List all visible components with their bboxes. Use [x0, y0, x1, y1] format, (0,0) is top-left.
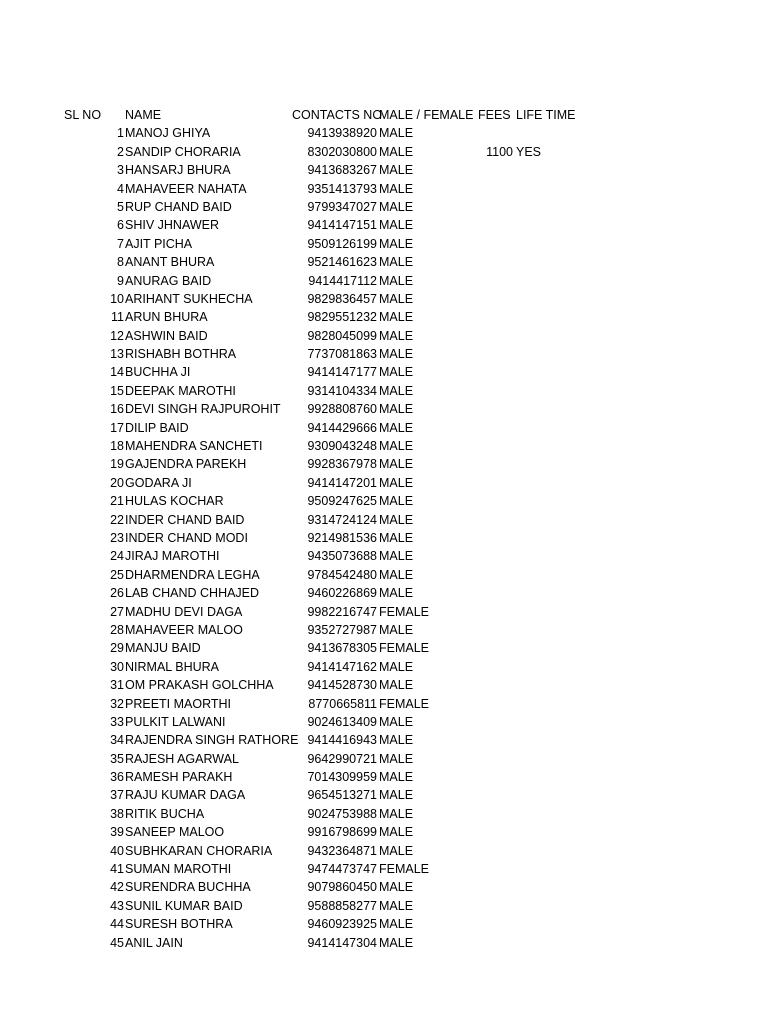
contact-cell: 9351413793 [307, 181, 377, 196]
contact-cell: 9079860450 [307, 880, 377, 895]
table-row [0, 547, 768, 565]
table-row [0, 713, 768, 731]
sl-cell: 6 [117, 218, 124, 233]
gender-cell: MALE [379, 659, 414, 674]
contact-cell: 9460226869 [307, 586, 377, 601]
contact-cell: 9432364871 [307, 843, 377, 858]
sl-cell: 16 [110, 402, 124, 417]
table-row [0, 603, 768, 621]
sl-cell: 7 [117, 236, 124, 251]
name-cell: ANANT BHURA [125, 255, 215, 270]
name-cell: GODARA JI [125, 475, 192, 490]
table-row [0, 198, 768, 216]
table-row [0, 621, 768, 639]
contact-cell: 9414147201 [307, 475, 377, 490]
table-row [0, 768, 768, 786]
name-cell: DHARMENDRA LEGHA [125, 567, 260, 582]
gender-cell: MALE [379, 126, 414, 141]
sl-cell: 1 [117, 126, 124, 141]
name-cell: INDER CHAND BAID [125, 512, 245, 527]
table-row [0, 786, 768, 804]
contact-cell: 9414429666 [307, 420, 377, 435]
gender-cell: MALE [379, 549, 414, 564]
header-sl-no: SL NO [64, 108, 102, 122]
name-cell: DILIP BAID [125, 420, 189, 435]
sl-cell: 26 [110, 586, 124, 601]
contact-cell: 9414147162 [307, 659, 377, 674]
contact-cell: 9654513271 [307, 788, 377, 803]
name-cell: ARUN BHURA [125, 310, 208, 325]
table-row [0, 143, 768, 161]
table-row [0, 566, 768, 584]
table-row [0, 272, 768, 290]
name-cell: AJIT PICHA [125, 236, 193, 251]
header-gender: MALE / FEMALE [379, 108, 474, 122]
contact-cell: 7014309959 [307, 770, 377, 785]
contact-cell: 9414147151 [307, 218, 377, 233]
contact-cell: 9435073688 [307, 549, 377, 564]
sl-cell: 25 [110, 567, 124, 582]
table-row [0, 915, 768, 933]
gender-cell: MALE [379, 530, 414, 545]
gender-cell: MALE [379, 236, 414, 251]
name-cell: OM PRAKASH GOLCHHA [125, 678, 274, 693]
header-fees: FEES [478, 108, 511, 122]
name-cell: RAJENDRA SINGH RATHORE [125, 733, 299, 748]
gender-cell: MALE [379, 291, 414, 306]
name-cell: SURESH BOTHRA [125, 917, 233, 932]
sl-cell: 21 [110, 494, 124, 509]
gender-cell: MALE [379, 439, 414, 454]
gender-cell: MALE [379, 402, 414, 417]
table-row [0, 455, 768, 473]
sl-cell: 11 [111, 310, 124, 325]
table-row [0, 750, 768, 768]
name-cell: SUMAN MAROTHI [125, 862, 232, 877]
table-row [0, 124, 768, 142]
name-cell: RISHABH BOTHRA [125, 347, 237, 362]
gender-cell: MALE [379, 365, 414, 380]
table-row [0, 216, 768, 234]
contact-cell: 9413938920 [307, 126, 377, 141]
name-cell: RAJU KUMAR DAGA [125, 788, 246, 803]
name-cell: MANJU BAID [125, 641, 201, 656]
table-row [0, 290, 768, 308]
gender-cell: MALE [379, 199, 414, 214]
gender-cell: MALE [379, 512, 414, 527]
contact-cell: 9460923925 [307, 917, 377, 932]
table-row [0, 878, 768, 896]
sl-cell: 41 [110, 862, 124, 877]
sl-cell: 33 [110, 714, 124, 729]
contact-cell: 8302030800 [307, 144, 377, 159]
table-row [0, 842, 768, 860]
gender-cell: MALE [379, 622, 414, 637]
sl-cell: 19 [110, 457, 124, 472]
table-row [0, 180, 768, 198]
sl-cell: 38 [110, 806, 124, 821]
gender-cell: MALE [379, 586, 414, 601]
sl-cell: 29 [110, 641, 124, 656]
sl-cell: 27 [110, 604, 124, 619]
header-life-time: LIFE TIME [516, 108, 576, 122]
sl-cell: 13 [110, 347, 124, 362]
contact-cell: 8770665811 [308, 696, 377, 711]
table-row [0, 897, 768, 915]
table-row [0, 400, 768, 418]
table-row [0, 363, 768, 381]
contact-cell: 9314724124 [307, 512, 377, 527]
contact-cell: 9982216747 [307, 604, 377, 619]
gender-cell: MALE [379, 328, 414, 343]
sl-cell: 14 [110, 365, 124, 380]
name-cell: ANIL JAIN [125, 935, 183, 950]
sl-cell: 32 [110, 696, 124, 711]
contact-cell: 9414417112 [308, 273, 377, 288]
name-cell: RAJESH AGARWAL [125, 751, 239, 766]
sl-cell: 44 [110, 917, 124, 932]
contact-cell: 9828045099 [307, 328, 377, 343]
sl-cell: 24 [110, 549, 124, 564]
name-cell: MADHU DEVI DAGA [125, 604, 243, 619]
gender-cell: MALE [379, 163, 414, 178]
gender-cell: MALE [379, 383, 414, 398]
name-cell: MAHAVEER MALOO [125, 622, 243, 637]
sl-cell: 40 [110, 843, 124, 858]
contact-cell: 9521461623 [307, 255, 377, 270]
sl-cell: 31 [110, 678, 124, 693]
gender-cell: FEMALE [379, 862, 430, 877]
sl-cell: 30 [110, 659, 124, 674]
contact-cell: 9309043248 [307, 439, 377, 454]
gender-cell: MALE [379, 475, 414, 490]
contact-cell: 9509247625 [307, 494, 377, 509]
contact-cell: 9352727987 [307, 622, 377, 637]
table-row [0, 419, 768, 437]
name-cell: DEVI SINGH RAJPUROHIT [125, 402, 281, 417]
table-row [0, 860, 768, 878]
table-row [0, 805, 768, 823]
sl-cell: 23 [110, 530, 124, 545]
contact-cell: 9784542480 [307, 567, 377, 582]
gender-cell: MALE [379, 567, 414, 582]
life-time-cell: YES [516, 144, 542, 159]
name-cell: SUBHKARAN CHORARIA [125, 843, 273, 858]
sl-cell: 5 [117, 199, 124, 214]
table-row [0, 529, 768, 547]
table-row [0, 676, 768, 694]
name-cell: ANURAG BAID [125, 273, 212, 288]
fees-cell: 1100 [486, 144, 513, 159]
gender-cell: MALE [379, 255, 414, 270]
gender-cell: MALE [379, 806, 414, 821]
table-row [0, 327, 768, 345]
name-cell: LAB CHAND CHHAJED [125, 586, 260, 601]
contact-cell: 9799347027 [307, 199, 377, 214]
table-row [0, 731, 768, 749]
gender-cell: MALE [379, 218, 414, 233]
name-cell: RAMESH PARAKH [125, 770, 233, 785]
gender-cell: MALE [379, 494, 414, 509]
sl-cell: 22 [110, 512, 124, 527]
sl-cell: 4 [117, 181, 124, 196]
sl-cell: 2 [117, 144, 124, 159]
header-contact: CONTACTS NO [292, 108, 383, 122]
name-cell: SURENDRA BUCHHA [125, 880, 251, 895]
name-cell: ASHWIN BAID [125, 328, 208, 343]
sl-cell: 15 [110, 383, 124, 398]
sl-cell: 35 [110, 751, 124, 766]
sl-cell: 12 [110, 328, 124, 343]
contact-cell: 9414528730 [307, 678, 377, 693]
gender-cell: MALE [379, 880, 414, 895]
table-row [0, 639, 768, 657]
gender-cell: MALE [379, 917, 414, 932]
name-cell: BUCHHA JI [125, 365, 191, 380]
table-row [0, 382, 768, 400]
name-cell: ARIHANT SUKHECHA [125, 291, 253, 306]
contact-cell: 9024613409 [307, 714, 377, 729]
gender-cell: MALE [379, 310, 414, 325]
gender-cell: MALE [379, 898, 414, 913]
gender-cell: MALE [379, 751, 414, 766]
gender-cell: MALE [379, 825, 414, 840]
name-cell: PREETI MAORTHI [125, 696, 232, 711]
table-row [0, 345, 768, 363]
table-row [0, 161, 768, 179]
contact-cell: 9413678305 [307, 641, 377, 656]
sl-cell: 42 [110, 880, 124, 895]
sl-cell: 28 [110, 622, 124, 637]
table-row [0, 695, 768, 713]
contact-cell: 9509126199 [307, 236, 377, 251]
gender-cell: FEMALE [379, 604, 430, 619]
gender-cell: FEMALE [379, 641, 430, 656]
name-cell: SANEEP MALOO [125, 825, 225, 840]
table-row [0, 934, 768, 952]
sl-cell: 34 [110, 733, 124, 748]
sl-cell: 3 [117, 163, 124, 178]
sl-cell: 20 [110, 475, 124, 490]
name-cell: MANOJ GHIYA [125, 126, 211, 141]
name-cell: RUP CHAND BAID [125, 199, 232, 214]
contact-cell: 9916798699 [307, 825, 377, 840]
name-cell: MAHAVEER NAHATA [125, 181, 247, 196]
gender-cell: MALE [379, 788, 414, 803]
gender-cell: MALE [379, 420, 414, 435]
name-cell: MAHENDRA SANCHETI [125, 439, 263, 454]
name-cell: HULAS KOCHAR [125, 494, 224, 509]
table-body [0, 124, 768, 952]
contact-cell: 9314104334 [307, 383, 377, 398]
gender-cell: MALE [379, 843, 414, 858]
contact-cell: 9414147304 [307, 935, 377, 950]
table-row [0, 437, 768, 455]
table-row [0, 823, 768, 841]
gender-cell: MALE [379, 733, 414, 748]
gender-cell: MALE [379, 935, 414, 950]
gender-cell: MALE [379, 181, 414, 196]
table-row [0, 492, 768, 510]
sl-cell: 45 [110, 935, 124, 950]
name-cell: HANSARJ BHURA [125, 163, 231, 178]
sl-cell: 39 [110, 825, 124, 840]
member-list-sheet [0, 106, 768, 952]
sl-cell: 17 [110, 420, 124, 435]
gender-cell: MALE [379, 770, 414, 785]
contact-cell: 9928808760 [307, 402, 377, 417]
contact-cell: 9928367978 [307, 457, 377, 472]
table-row [0, 253, 768, 271]
header-name: NAME [125, 108, 162, 122]
table-row [0, 584, 768, 602]
gender-cell: MALE [379, 273, 414, 288]
gender-cell: MALE [379, 457, 414, 472]
contact-cell: 9413683267 [307, 163, 377, 178]
contact-cell: 9414416943 [307, 733, 377, 748]
name-cell: NIRMAL BHURA [125, 659, 219, 674]
table-row [0, 308, 768, 326]
name-cell: SANDIP CHORARIA [125, 144, 241, 159]
contact-cell: 9414147177 [307, 365, 377, 380]
table-row [0, 658, 768, 676]
table-row [0, 511, 768, 529]
sl-cell: 36 [110, 770, 124, 785]
table-header [0, 106, 768, 124]
sl-cell: 9 [117, 273, 124, 288]
name-cell: PULKIT LALWANI [125, 714, 226, 729]
name-cell: DEEPAK MAROTHI [125, 383, 236, 398]
gender-cell: MALE [379, 144, 414, 159]
name-cell: SUNIL KUMAR BAID [125, 898, 243, 913]
name-cell: INDER CHAND MODI [125, 530, 248, 545]
contact-cell: 7737081863 [307, 347, 377, 362]
contact-cell: 9024753988 [307, 806, 377, 821]
name-cell: RITIK BUCHA [125, 806, 205, 821]
table-row [0, 235, 768, 253]
gender-cell: MALE [379, 678, 414, 693]
sl-cell: 43 [110, 898, 124, 913]
sl-cell: 10 [110, 291, 124, 306]
table-row [0, 474, 768, 492]
contact-cell: 9474473747 [307, 862, 377, 877]
gender-cell: MALE [379, 347, 414, 362]
name-cell: GAJENDRA PAREKH [125, 457, 247, 472]
contact-cell: 9588858277 [307, 898, 377, 913]
gender-cell: MALE [379, 714, 414, 729]
gender-cell: FEMALE [379, 696, 430, 711]
sl-cell: 37 [110, 788, 124, 803]
sl-cell: 8 [117, 255, 124, 270]
sl-cell: 18 [110, 439, 124, 454]
contact-cell: 9829836457 [307, 291, 377, 306]
contact-cell: 9829551232 [307, 310, 377, 325]
name-cell: SHIV JHNAWER [125, 218, 219, 233]
name-cell: JIRAJ MAROTHI [125, 549, 220, 564]
contact-cell: 9642990721 [307, 751, 377, 766]
contact-cell: 9214981536 [307, 530, 377, 545]
